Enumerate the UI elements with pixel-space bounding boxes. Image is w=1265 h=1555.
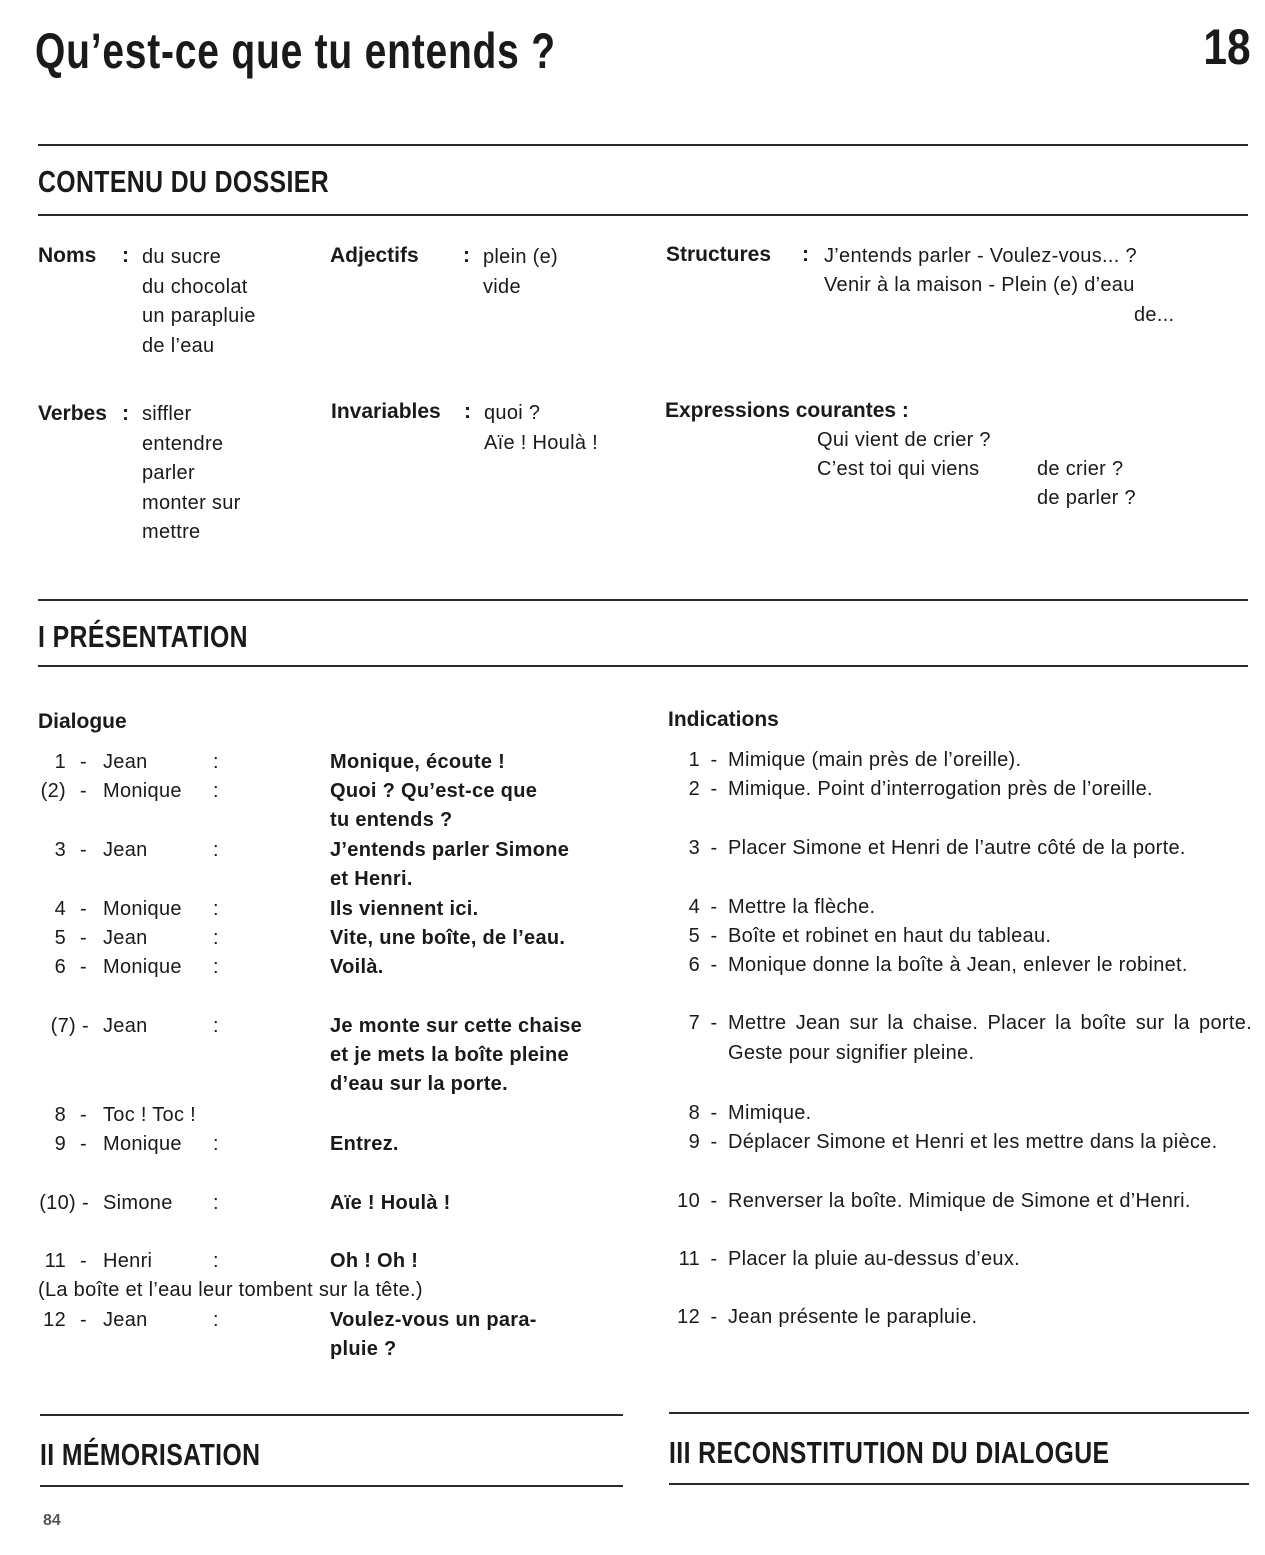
indication-sep: - (710, 896, 718, 918)
indication-num: 6 (688, 954, 700, 976)
indication-item (662, 746, 1252, 776)
indication-num: 8 (688, 1102, 700, 1124)
dialogue-colon: : (213, 1133, 219, 1155)
dialogue-sep: - (80, 1309, 87, 1331)
dialogue-sep: - (80, 956, 87, 978)
structures-label: Structures (666, 243, 772, 266)
dialogue-speaker: Henri (103, 1250, 153, 1272)
dialogue-line: Entrez. (330, 1133, 399, 1155)
noms-label: Noms (38, 244, 97, 267)
indication-item (662, 951, 1252, 981)
divider (669, 1412, 1249, 1414)
dialogue-speaker: Monique (103, 780, 182, 802)
indication-item (662, 834, 1252, 864)
list-item: de l’eau (142, 334, 215, 357)
page-title: Qu’est-ce que tu entends ? (35, 23, 556, 79)
indication-sep: - (710, 837, 718, 859)
dialogue-line: Voulez-vous un para- (330, 1309, 537, 1331)
expression-line: Qui vient de crier ? (817, 429, 991, 451)
indication-num: 3 (688, 837, 700, 859)
dialogue-colon: : (213, 1309, 219, 1331)
dialogue-sep: - (80, 898, 87, 920)
dialogue-line: Voilà. (330, 956, 384, 978)
indication-text: Placer Simone et Henri de l’autre côté de la porte. (728, 837, 1186, 859)
list-item: vide (483, 275, 521, 298)
dialogue-sep: - (82, 1192, 89, 1214)
indication-num: 2 (688, 778, 700, 800)
dialogue-line: Oh ! Oh ! (330, 1250, 419, 1272)
divider (38, 665, 1248, 667)
indication-text: Mimique. Point d’interrogation près de l’oreille. (728, 778, 1153, 800)
noms-list (142, 243, 256, 361)
page-number: 84 (43, 1512, 61, 1529)
indication-text: Mettre Jean sur la chaise. Placer la boîte sur la porte. Geste pour signifier pleine. (728, 1012, 1252, 1064)
list-item: du sucre (142, 246, 222, 268)
dialogue-line: Ils viennent ici. (330, 898, 479, 920)
memorisation-heading: II MÉMORISATION (40, 1437, 261, 1472)
dialogue-speaker: Jean (103, 927, 148, 949)
structures-colon: : (802, 243, 809, 266)
dialogue-colon: : (213, 927, 219, 949)
dialogue-speaker: Jean (103, 1015, 148, 1037)
dialogue-colon: : (213, 1250, 219, 1272)
divider (38, 214, 1248, 216)
dialogue-sep: - (80, 927, 87, 949)
presentation-heading: I PRÉSENTATION (38, 619, 248, 654)
dialogue-line: Vite, une boîte, de l’eau. (330, 927, 566, 949)
indication-sep: - (710, 778, 718, 800)
noms-colon: : (122, 244, 129, 267)
indication-sep: - (710, 1190, 718, 1212)
indication-text: Renverser la boîte. Mimique de Simone et d’Henri. (728, 1190, 1191, 1212)
reconstitution-heading: III RECONSTITUTION DU DIALOGUE (669, 1435, 1110, 1470)
expression-line: C’est toi qui viens (817, 458, 980, 480)
indication-item (662, 1009, 1252, 1068)
indication-text: Placer la pluie au-dessus d’eux. (728, 1248, 1020, 1270)
divider (40, 1414, 623, 1416)
indication-text: Déplacer Simone et Henri et les mettre dans la pièce. (728, 1131, 1218, 1153)
indication-text: Monique donne la boîte à Jean, enlever le robinet. (728, 954, 1188, 976)
dialogue-num: 4 (54, 898, 66, 920)
dialogue-sep: - (82, 1015, 89, 1037)
dialogue-speaker: Monique (103, 898, 182, 920)
adjectifs-label: Adjectifs (330, 244, 419, 267)
indication-item (662, 1187, 1252, 1217)
dialogue-num: 12 (43, 1309, 66, 1331)
dialogue-num: (7) (50, 1015, 76, 1037)
list-item: Aïe ! Houlà ! (484, 431, 598, 454)
indication-sep: - (710, 1131, 718, 1153)
indication-sep: - (710, 1102, 718, 1124)
structures-line: Venir à la maison - Plein (e) d’eau (824, 274, 1135, 296)
dialogue-line: et Henri. (330, 868, 413, 890)
adjectifs-list (483, 243, 558, 302)
verbes-list (142, 400, 241, 548)
indication-sep: - (710, 749, 718, 771)
indication-item (662, 893, 1252, 923)
dialogue-colon: : (213, 1192, 219, 1214)
indication-sep: - (710, 1248, 718, 1270)
indications-heading: Indications (668, 708, 779, 731)
indication-item (662, 1128, 1252, 1158)
indication-text: Mimique (main près de l’oreille). (728, 749, 1022, 771)
list-item: plein (e) (483, 246, 558, 268)
indication-sep: - (710, 925, 718, 947)
invariables-colon: : (464, 400, 471, 423)
expression-line: de crier ? (1037, 458, 1124, 480)
dialogue-colon: : (213, 780, 219, 802)
indication-num: 7 (688, 1012, 700, 1034)
dialogue-speaker: Monique (103, 1133, 182, 1155)
structures-line: J’entends parler - Voulez-vous... ? (824, 245, 1137, 267)
dialogue-speaker: Simone (103, 1192, 173, 1214)
dialogue-num: 8 (54, 1104, 66, 1126)
list-item: entendre (142, 432, 224, 455)
dialogue-line: Aïe ! Houlà ! (330, 1192, 451, 1214)
indication-text: Boîte et robinet en haut du tableau. (728, 925, 1052, 947)
list-item: mettre (142, 521, 201, 543)
adjectifs-colon: : (463, 244, 470, 267)
indication-num: 9 (688, 1131, 700, 1153)
dialogue-colon: : (213, 751, 219, 773)
dialogue-sep: - (80, 839, 87, 861)
dialogue-sep: - (80, 780, 87, 802)
dialogue-sep: - (80, 751, 87, 773)
list-item: siffler (142, 403, 192, 425)
divider (38, 144, 1248, 146)
dialogue-colon: : (213, 898, 219, 920)
dialogue-line: Je monte sur cette chaise (330, 1015, 583, 1037)
dialogue-speaker: Jean (103, 1309, 148, 1331)
indication-num: 4 (688, 896, 700, 918)
dialogue-speaker: Monique (103, 956, 182, 978)
expression-line: de parler ? (1037, 487, 1136, 509)
dialogue-heading: Dialogue (38, 710, 127, 733)
divider (38, 599, 1248, 601)
invariables-label: Invariables (331, 400, 441, 423)
dialogue-num: (2) (40, 780, 66, 802)
dialogue-colon: : (213, 956, 219, 978)
verbes-label: Verbes (38, 402, 107, 425)
stage-note: (La boîte et l’eau leur tombent sur la tête.) (38, 1279, 423, 1301)
indication-item (662, 1303, 1252, 1333)
indication-num: 5 (688, 925, 700, 947)
indication-item (662, 922, 1252, 952)
divider (669, 1483, 1249, 1485)
indication-text: Jean présente le parapluie. (728, 1306, 978, 1328)
dossier-number: 18 (1203, 19, 1251, 75)
dialogue-colon: : (213, 839, 219, 861)
dialogue-colon: : (213, 1015, 219, 1037)
dialogue-num: 3 (54, 839, 66, 861)
indication-text: Mimique. (728, 1102, 812, 1124)
indication-sep: - (710, 954, 718, 976)
dialogue-line: pluie ? (330, 1338, 397, 1360)
indication-sep: - (710, 1012, 718, 1034)
dialogue-num: 9 (54, 1133, 66, 1155)
dialogue-num: 11 (44, 1250, 66, 1272)
divider (40, 1485, 623, 1487)
indication-item (662, 1245, 1252, 1275)
verbes-colon: : (122, 402, 129, 425)
indication-sep: - (710, 1306, 718, 1328)
dialogue-line: Quoi ? Qu’est-ce que (330, 780, 538, 802)
dialogue-line: et je mets la boîte pleine (330, 1044, 569, 1066)
invariables-list (484, 399, 598, 458)
dialogue-num: (10) (39, 1192, 76, 1214)
dialogue-num: 5 (54, 927, 66, 949)
indication-num: 10 (677, 1190, 700, 1212)
dialogue-sep: - (80, 1250, 87, 1272)
indication-num: 1 (688, 749, 700, 771)
list-item: du chocolat (142, 275, 248, 298)
list-item: parler (142, 462, 195, 484)
indication-item (662, 775, 1252, 805)
list-item: quoi ? (484, 402, 541, 424)
indication-item (662, 1099, 1252, 1129)
structures-line: de... (1134, 304, 1175, 326)
dialogue-num: 6 (54, 956, 66, 978)
dialogue-num: 1 (54, 751, 66, 773)
indication-text: Mettre la flèche. (728, 896, 876, 918)
dialogue-speaker: Jean (103, 751, 148, 773)
dialogue-line: d’eau sur la porte. (330, 1073, 508, 1095)
dialogue-line: tu entends ? (330, 809, 453, 831)
dialogue-speaker: Jean (103, 839, 148, 861)
contenu-heading: CONTENU DU DOSSIER (38, 164, 330, 199)
dialogue-sep: - (80, 1104, 87, 1126)
dialogue-line: J’entends parler Simone (330, 839, 570, 861)
expressions-label: Expressions courantes : (665, 399, 909, 422)
dialogue-sep: - (80, 1133, 87, 1155)
list-item: un parapluie (142, 305, 256, 327)
indication-num: 11 (678, 1248, 700, 1270)
dialogue-speaker: Toc ! Toc ! (103, 1104, 196, 1126)
dialogue-line: Monique, écoute ! (330, 751, 506, 773)
list-item: monter sur (142, 491, 241, 514)
indication-num: 12 (677, 1306, 700, 1328)
